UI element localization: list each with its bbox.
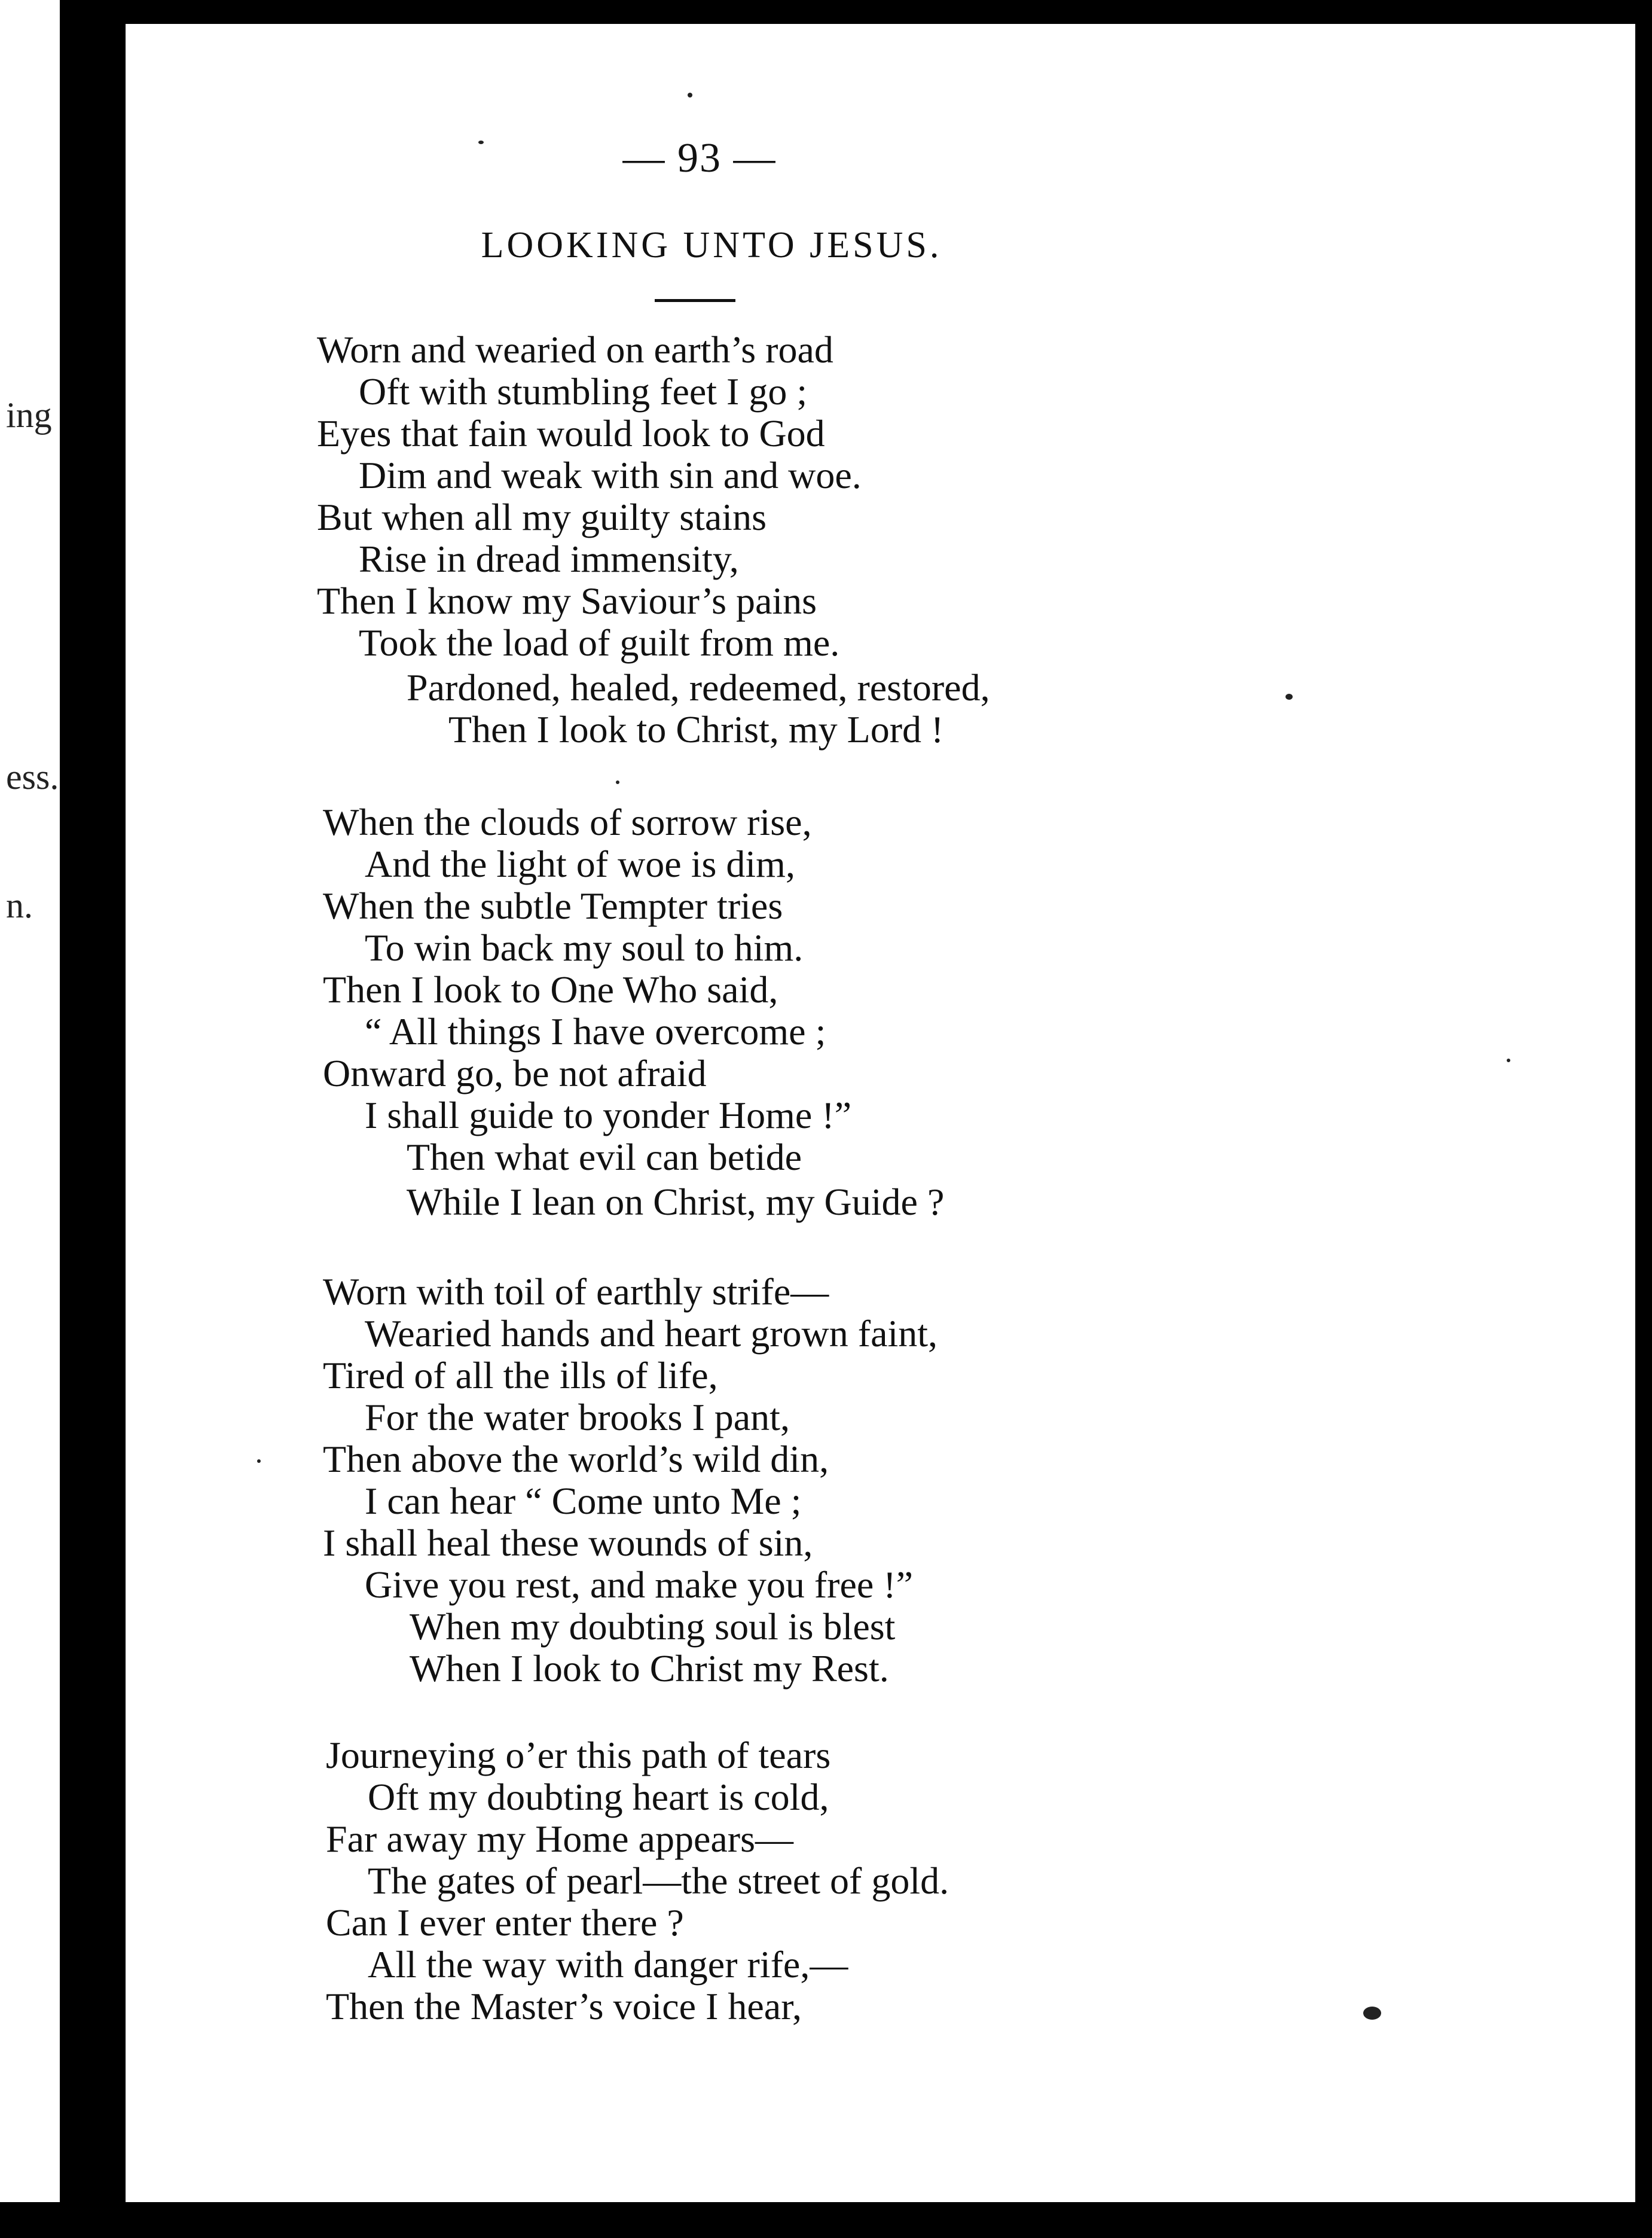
verse-line: Oft with stumbling feet I go ; <box>359 370 808 413</box>
scan-speck <box>257 1459 261 1463</box>
margin-fragment: n. <box>6 886 33 925</box>
verse-line: Then I look to One Who said, <box>323 968 778 1011</box>
verse-line: Then I know my Saviour’s pains <box>317 580 817 622</box>
verse-line: Give you rest, and make you free !” <box>365 1563 913 1606</box>
verse-line: Far away my Home appears— <box>326 1818 793 1860</box>
scan-speck <box>1507 1059 1510 1062</box>
scan-speck <box>1285 694 1293 700</box>
verse-line: Rise in dread immensity, <box>359 538 739 580</box>
verse-line: When my doubting soul is blest <box>410 1605 896 1648</box>
verse-line: “ All things I have overcome ; <box>365 1010 826 1053</box>
verse-line: When the subtle Tempter tries <box>323 885 783 927</box>
scan-speck <box>1363 2007 1381 2020</box>
verse-line: When I look to Christ my Rest. <box>410 1647 889 1690</box>
verse-line: I shall heal these wounds of sin, <box>323 1522 813 1564</box>
scan-speck <box>478 141 484 144</box>
verse-line: The gates of pearl—the street of gold. <box>368 1859 949 1902</box>
verse-line: But when all my guilty stains <box>317 496 767 538</box>
scan-speck <box>616 780 619 784</box>
verse-line: Took the load of guilt from me. <box>359 621 840 664</box>
verse-line: While I lean on Christ, my Guide ? <box>407 1181 945 1223</box>
verse-line: Tired of all the ills of life, <box>323 1354 718 1397</box>
verse-line: All the way with danger rife,— <box>368 1943 848 1986</box>
book-gutter <box>60 0 126 2238</box>
verse-line: Then the Master’s voice I hear, <box>326 1985 802 2027</box>
verse-line: Oft my doubting heart is cold, <box>368 1776 829 1818</box>
verse-line: Worn with toil of earthly strife— <box>323 1270 829 1313</box>
verse-line: Dim and weak with sin and woe. <box>359 454 862 496</box>
verse-line: Can I ever enter there ? <box>326 1901 684 1944</box>
scan-speck <box>688 93 692 97</box>
verse-line: Eyes that fain would look to God <box>317 412 825 455</box>
verse-line: And the light of woe is dim, <box>365 843 795 885</box>
verse-line: For the water brooks I pant, <box>365 1396 790 1438</box>
scan-border-bottom <box>0 2202 1652 2238</box>
verse-line: Journeying o’er this path of tears <box>326 1734 831 1776</box>
verse-line: I can hear “ Come unto Me ; <box>365 1480 802 1522</box>
verse-line: To win back my soul to him. <box>365 926 804 969</box>
page-number: — 93 — <box>622 135 777 181</box>
verse-line: Then I look to Christ, my Lord ! <box>448 708 944 751</box>
margin-fragment: ess. <box>6 757 59 797</box>
verse-line: Then what evil can betide <box>407 1136 802 1178</box>
verse-line: Wearied hands and heart grown faint, <box>365 1312 938 1355</box>
scan-border-right <box>1635 0 1652 2238</box>
poem-title: LOOKING UNTO JESUS. <box>481 225 942 266</box>
margin-fragment: ing <box>6 395 52 435</box>
title-rule <box>655 299 735 302</box>
verse-line: Worn and wearied on earth’s road <box>317 328 833 371</box>
verse-line: Then above the world’s wild din, <box>323 1438 829 1480</box>
verse-line: Pardoned, healed, redeemed, restored, <box>407 666 990 709</box>
verse-line: I shall guide to yonder Home !” <box>365 1094 851 1136</box>
verse-line: When the clouds of sorrow rise, <box>323 801 812 843</box>
verse-line: Onward go, be not afraid <box>323 1052 707 1094</box>
